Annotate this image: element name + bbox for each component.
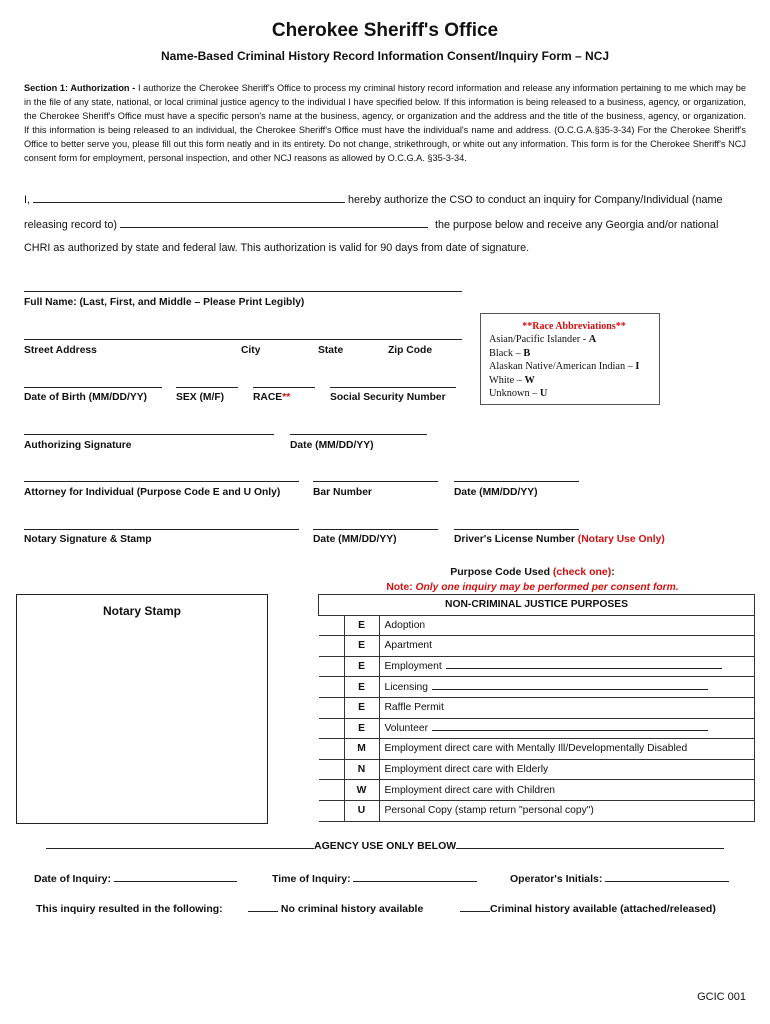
notary-stamp-box [16,594,268,824]
race-box-title: **Race Abbreviations** [522,321,626,332]
purpose-check-cell[interactable] [319,636,345,657]
bar-number-label: Bar Number [313,487,372,498]
auth-line2-prefix: releasing record to) [24,219,118,231]
purpose-code: E [344,656,379,677]
time-of-inquiry-field[interactable] [353,880,477,882]
no-history-checkline[interactable] [248,910,278,912]
time-of-inquiry-label: Time of Inquiry: [272,873,351,885]
purpose-code: W [344,780,379,801]
purpose-code: E [344,677,379,698]
authorization-line-2 [24,219,754,231]
ssn-label: Social Security Number [330,392,446,403]
dob-label: Date of Birth (MM/DD/YY) [24,392,147,403]
sex-label: SEX (M/F) [176,392,225,403]
agency-use-divider [46,840,724,852]
purpose-code-title: Purpose Code Used (check one): [450,566,615,578]
purpose-code: E [344,615,379,636]
agency-line-right [456,847,724,849]
authorizing-date-label: Date (MM/DD/YY) [290,440,374,451]
sex-field[interactable] [176,387,238,388]
purpose-check-cell[interactable] [319,759,345,780]
history-option [460,903,716,915]
auth-line1-text: hereby authorize the CSO to conduct an inquiry for Company/Individual (name [348,194,723,206]
purpose-row[interactable] [319,656,755,677]
authorizing-date-field[interactable] [290,434,427,435]
purpose-row[interactable] [319,739,755,760]
history-label: Criminal history available (attached/released) [490,903,716,915]
purpose-check-cell[interactable] [319,718,345,739]
purpose-detail-field[interactable] [432,729,708,731]
zip-label: Zip Code [388,345,433,356]
purpose-check-cell[interactable] [319,800,345,821]
bar-number-field[interactable] [313,481,438,482]
race-item: Unknown – U [489,388,548,400]
form-subtitle: Name-Based Criminal History Record Information Consent/Inquiry Form – NCJ [160,49,610,63]
authorizing-signature-label: Authorizing Signature [24,440,132,451]
form-id: GCIC 001 [697,991,746,1003]
purpose-description: Volunteer [379,718,755,739]
notary-signature-field[interactable] [24,529,299,530]
agency-line-left [46,847,314,849]
purpose-description: Employment direct care with Mentally Ill/Developmentally Disabled [379,739,755,760]
operator-initials-field[interactable] [605,880,729,882]
purpose-description: Personal Copy (stamp return "personal copy") [379,800,755,821]
authorization-line-1 [24,194,754,206]
authorization-line-3: CHRI as authorized by state and federal law. This authorization is valid for 90 days from date of signature. [24,242,530,254]
operator-initials-label: Operator's Initials: [510,873,603,885]
purpose-row[interactable] [319,759,755,780]
authorizer-name-field[interactable] [33,201,345,203]
authorizing-signature-field[interactable] [24,434,274,435]
form-title: Cherokee Sheriff's Office [271,20,499,41]
purpose-row[interactable] [319,615,755,636]
purpose-detail-field[interactable] [432,688,708,690]
purpose-row[interactable] [319,718,755,739]
auth-line2-text: the purpose below and receive any Georgia and/or national [435,219,719,231]
attorney-label: Attorney for Individual (Purpose Code E and U Only) [24,487,281,498]
attorney-date-label: Date (MM/DD/YY) [454,487,538,498]
operator-initials-row [510,873,729,885]
purpose-code: U [344,800,379,821]
purpose-code: E [344,718,379,739]
notary-signature-label: Notary Signature & Stamp [24,534,152,545]
purpose-code: N [344,759,379,780]
purpose-description: Adoption [379,615,755,636]
dob-field[interactable] [24,387,162,388]
race-item: Alaskan Native/American Indian – I [489,361,640,373]
history-checkline[interactable] [460,910,490,912]
race-field[interactable] [253,387,315,388]
attorney-date-field[interactable] [454,481,579,482]
purpose-check-cell[interactable] [319,739,345,760]
purpose-detail-field[interactable] [446,667,722,669]
date-of-inquiry-row [34,873,237,885]
ssn-field[interactable] [330,387,456,388]
notary-date-field[interactable] [313,529,438,530]
purpose-code-note: Note: Only one inquiry may be performed per consent form. [386,582,679,593]
dl-number-field[interactable] [454,529,579,530]
purpose-row[interactable] [319,697,755,718]
city-label: City [241,345,261,356]
attorney-field[interactable] [24,481,299,482]
purpose-check-cell[interactable] [319,615,345,636]
notary-stamp-label: Notary Stamp [102,604,182,618]
race-item: White – W [489,374,535,386]
purpose-check-cell[interactable] [319,656,345,677]
purpose-description: Employment direct care with Children [379,780,755,801]
no-history-option [248,903,423,915]
purpose-code: E [344,636,379,657]
no-history-label: No criminal history available [280,903,424,915]
auth-i-label: I, [24,194,30,206]
date-of-inquiry-label: Date of Inquiry: [34,873,112,885]
race-abbreviations-box [480,313,660,405]
purpose-row[interactable] [319,636,755,657]
date-of-inquiry-field[interactable] [114,880,237,882]
race-item: Asian/Pacific Islander - A [489,334,597,346]
dl-number-label: Driver's License Number (Notary Use Only) [454,534,665,545]
result-label: This inquiry resulted in the following: [36,903,223,915]
street-label: Street Address [24,345,97,356]
purpose-code: E [344,697,379,718]
section1-label: Section 1: Authorization - [24,83,136,93]
purpose-row[interactable] [319,677,755,698]
purpose-description: Employment [379,656,755,677]
full-name-label: Full Name: (Last, First, and Middle – Please Print Legibly) [24,297,305,308]
purpose-description: Licensing [379,677,755,698]
notary-date-label: Date (MM/DD/YY) [313,534,397,545]
purpose-description: Apartment [379,636,755,657]
purpose-check-cell[interactable] [319,697,345,718]
purpose-code: M [344,739,379,760]
state-label: State [318,345,344,356]
purpose-check-cell[interactable] [319,677,345,698]
purpose-table-header: NON-CRIMINAL JUSTICE PURPOSES [319,595,755,616]
address-field[interactable] [24,339,462,340]
race-item: Black – B [489,347,531,359]
full-name-field[interactable] [24,291,462,292]
purpose-check-cell[interactable] [319,780,345,801]
purpose-description: Employment direct care with Elderly [379,759,755,780]
purpose-code-table [318,594,755,822]
recipient-name-field[interactable] [120,226,428,228]
agency-use-label: AGENCY USE ONLY BELOW [314,840,457,852]
section1-paragraph [24,81,746,166]
section1-text: I authorize the Cherokee Sheriff's Office to process my criminal history record information and release any information pertaining to me which may be in the file of any state, national, or local criminal justice agency to the individual I have specified below. If this information is being released to a business, agency, or organization, the Cherokee Sheriff's Office must have a specific person's name at the business, agency, or organization and the address and the title of the business, agency, or organization. If this information is being released to an individual, the Cherokee Sheriff's Office must have the individual's name and address. (O.C.G.A.§35-3-34) For the Cherokee Sheriff's Office to better serve you, please fill out this form neatly and in its entirety. Do not change, strikethrough, or white out any information. This form is for the Cherokee Sheriff's NCJ consent form for employment, personal inspection, and other NCJ reasons as allowed by O.C.G.A. §35-3-34. [24,83,746,164]
race-label: RACE** [253,392,291,403]
purpose-description: Raffle Permit [379,697,755,718]
time-of-inquiry-row [272,873,477,885]
purpose-row[interactable] [319,800,755,821]
purpose-row[interactable] [319,780,755,801]
